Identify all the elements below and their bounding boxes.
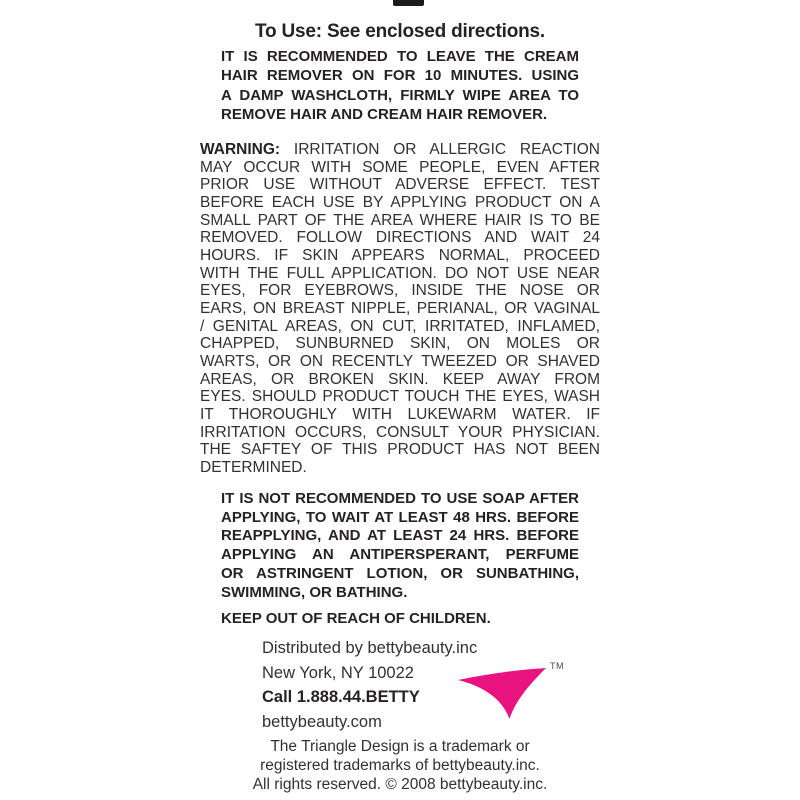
warning-line: EYES. SHOULD PRODUCT TOUCH THE EYES, WASH: [200, 388, 600, 406]
distributor-address: New York, NY 10022: [262, 663, 414, 682]
warning-label: WARNING:: [200, 141, 281, 158]
triangle-design-icon: [454, 662, 550, 722]
distributor-phone: Call 1.888.44.BETTY: [262, 688, 420, 706]
warning-line: IRRITATION OCCURS, CONSULT YOUR PHYSICIAN.: [200, 423, 600, 441]
warning-line: REMOVED. FOLLOW DIRECTIONS AND WAIT 24: [200, 229, 600, 247]
after-use-line: REAPPLYING, AND AT LEAST 24 HRS. BEFORE: [221, 527, 579, 545]
top-crop-mark: [393, 0, 424, 6]
triangle-design-logo: [454, 660, 566, 722]
warning-line: MAY OCCUR WITH SOME PEOPLE, EVEN AFTER: [200, 158, 600, 176]
usage-line: HAIR REMOVER ON FOR 10 MINUTES. USING: [221, 67, 579, 85]
warning-line: CHAPPED, SUNBURNED SKIN, ON MOLES OR: [200, 335, 600, 353]
warning-line: WITH THE FULL APPLICATION. DO NOT USE NEAR: [200, 264, 600, 282]
trademark-symbol: TM: [550, 661, 564, 671]
distributor-website: bettybeauty.com: [262, 712, 382, 731]
warning-line: WARTS, OR ON RECENTLY TWEEZED OR SHAVED: [200, 352, 600, 370]
keep-out-of-reach-notice: KEEP OUT OF REACH OF CHILDREN.: [221, 610, 491, 627]
after-use-line: IT IS NOT RECOMMENDED TO USE SOAP AFTER: [221, 490, 579, 507]
after-use-line: SWIMMING, OR BATHING.: [221, 583, 408, 601]
warning-first-line: [200, 141, 600, 159]
after-use-line: APPLYING, TO WAIT AT LEAST 48 HRS. BEFORE: [221, 508, 579, 526]
legal-footer-line: All rights reserved. © 2008 bettybeauty.inc.: [252, 775, 548, 793]
legal-footer-line: The Triangle Design is a trademark or: [270, 738, 530, 755]
warning-line: THE SAFTEY OF THIS PRODUCT HAS NOT BEEN: [200, 441, 600, 459]
usage-instructions-paragraph: [221, 47, 579, 124]
usage-line: REMOVE HAIR AND CREAM HAIR REMOVER.: [221, 105, 548, 123]
legal-footer-line: registered trademarks of bettybeauty.inc.: [260, 756, 540, 774]
distributor-block: [262, 636, 477, 734]
warning-lines: [200, 159, 600, 477]
distributor-name: Distributed by bettybeauty.inc: [262, 639, 478, 657]
warning-line: / GENITAL AREAS, ON CUT, IRRITATED, INFLAMED,: [200, 317, 600, 335]
warning-line: PRIOR USE WITHOUT ADVERSE EFFECT. TEST: [200, 176, 600, 194]
warning-line: BEFORE EACH USE BY APPLYING PRODUCT ON A: [200, 193, 600, 211]
usage-title: To Use: See enclosed directions.: [255, 21, 545, 42]
warning-line: IT THOROUGHLY WITH LUKEWARM WATER. IF: [200, 405, 600, 423]
usage-line: IT IS RECOMMENDED TO LEAVE THE CREAM: [221, 48, 579, 65]
warning-line: DETERMINED.: [200, 458, 307, 476]
warning-line: AREAS, OR BROKEN SKIN. KEEP AWAY FROM: [200, 370, 600, 388]
warning-line: EARS, ON BREAST NIPPLE, PERIANAL, OR VAGINAL: [200, 299, 600, 317]
warning-line: EYES, FOR EYEBROWS, INSIDE THE NOSE OR: [200, 282, 600, 300]
after-use-paragraph: [221, 490, 579, 602]
warning-paragraph: [200, 141, 600, 476]
warning-first-line-text: IRRITATION OR ALLERGIC REACTION: [293, 141, 600, 158]
usage-line: A DAMP WASHCLOTH, FIRMLY WIPE AREA TO: [221, 86, 579, 104]
legal-footer: [0, 738, 800, 795]
after-use-line: OR ASTRINGENT LOTION, OR SUNBATHING,: [221, 564, 579, 582]
after-use-line: APPLYING AN ANTIPERSPERANT, PERFUME: [221, 546, 579, 564]
warning-line: SMALL PART OF THE AREA WHERE HAIR IS TO BE: [200, 211, 600, 229]
warning-line: HOURS. IF SKIN APPEARS NORMAL, PROCEED: [200, 246, 600, 264]
